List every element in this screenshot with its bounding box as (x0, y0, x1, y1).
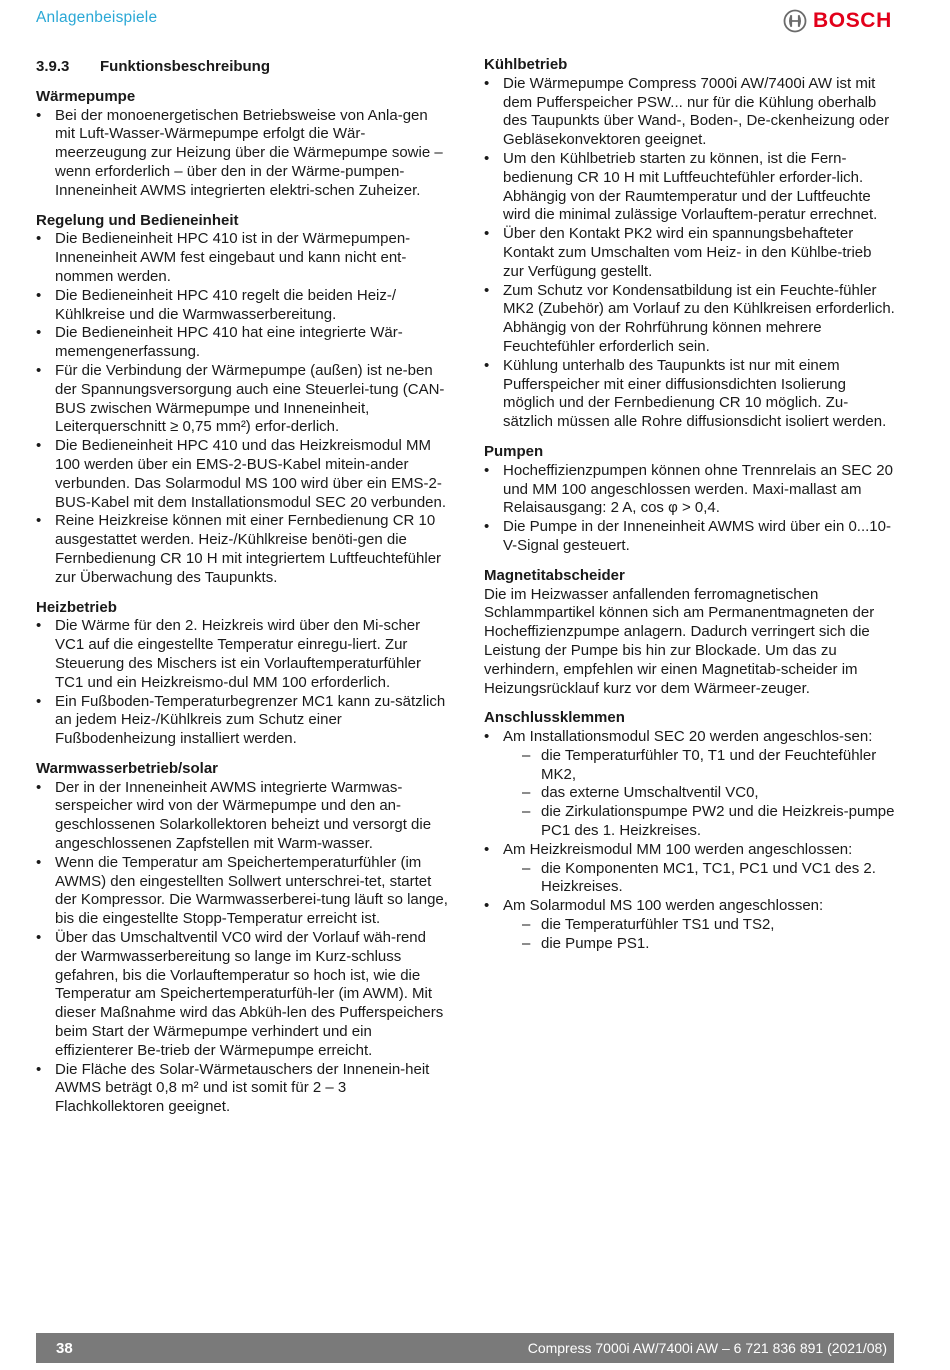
left-column (36, 56, 450, 1128)
list-item: • Bei der monoenergetischen Betriebsweise von Anla-gen mit Luft-Wasser-Wärmepumpe erfolgt die Wär-meerzeugung zur Heizung über die Wärmepumpe sowie – wenn erforderlich – über den in der Wärme-pumpen-Inneneinheit AWMS integrierten elektri-schen Zuheizer. (36, 107, 450, 201)
section-title (36, 58, 450, 77)
list-item: • Die Wärme für den 2. Heizkreis wird über den Mi-scher VC1 auf die eingestellte Temperatur einregu-liert. Zur Steuerung des Mischers ist ein Vorlauftemperaturfühler TC1 und ein Heizkreismo-dul MM 100 erforderlich. (36, 617, 450, 692)
list-item: • Die Bedieneinheit HPC 410 hat eine integrierte Wär-memengenerfassung. (36, 324, 450, 362)
list-item: • Für die Verbindung der Wärmepumpe (außen) ist ne-ben der Spannungsversorgung auch eine Steuerlei-tung (CAN-BUS zwischen Wärmepumpe und Inneneinheit, Leiterquerschnitt ≥ 0,75 mm²) erfor-derlich. (36, 362, 450, 437)
section-regelung (36, 212, 450, 588)
section-pumpen (484, 443, 896, 556)
page-footer (36, 1333, 894, 1363)
section-kuehlbetrieb (484, 56, 896, 432)
section-label: Anlagenbeispiele (36, 9, 158, 26)
sub-list-item: – die Zirkulationspumpe PW2 und die Heizkreis-pumpe PC1 des 1. Heizkreises. (503, 803, 896, 841)
heading-warmwasser: Warmwasserbetrieb/solar (36, 759, 219, 777)
list-item: • Zum Schutz vor Kondensatbildung ist ein Feuchte-fühler MK2 (Zubehör) am Vorlauf zu den Kühlkreisen erforderlich. Abhängig von der Rohrführung können mehrere Feuchtefühler erforderlich sein. (484, 282, 896, 357)
list-item-text: Am Solarmodul MS 100 werden angeschlossen: (503, 897, 824, 915)
list-kuehlbetrieb (484, 75, 896, 432)
list-heizbetrieb (36, 617, 450, 749)
right-column (484, 56, 896, 965)
list-item: • Über den Kontakt PK2 wird ein spannungsbehafteter Kontakt zum Umschalten vom Heiz- in den Kühlbe-trieb zur Verfügung gestellt. (484, 225, 896, 281)
brand-name: BOSCH (813, 9, 892, 32)
list-item: • Über das Umschaltventil VC0 wird der Vorlauf wäh-rend der Warmwasserbereitung so lange im Kurz-schluss gefahren, bis die Vorlauftemperatur so hoch ist, wie die Temperatur am Speichertemperaturfüh-ler (im AWM). Mit dieser Maßnahme wird das Abküh-len des Pufferspeichers beim Start der Wärmepumpe verhindert und ein effizienterer Be-trieb der Wärmepumpe erreicht. (36, 929, 450, 1061)
list-item: • Kühlung unterhalb des Taupunkts ist nur mit einem Pufferspeicher mit einer diffusionsdichten Isolierung möglich und der Fernbedienung CR 10 möglich. Zu-sätzlich müssen alle Rohre diffusionsdicht isoliert werden. (484, 357, 896, 432)
list-item (484, 841, 896, 897)
heading-pumpen: Pumpen (484, 442, 544, 460)
list-item: • Hocheffizienzpumpen können ohne Trennrelais an SEC 20 und MM 100 angeschlossen werden. Maxi-mallast am Relaisausgang: 2 A, cos φ > 0,4. (484, 462, 896, 518)
sub-list-item: – das externe Umschaltventil VC0, (503, 784, 896, 803)
sub-list-item: – die Temperaturfühler T0, T1 und der Feuchtefühler MK2, (503, 747, 896, 785)
section-heizbetrieb (36, 599, 450, 749)
sub-list-item: – die Pumpe PS1. (503, 935, 896, 954)
sub-list-item: – die Komponenten MC1, TC1, PC1 und VC1 des 2. Heizkreises. (503, 860, 896, 898)
list-item-text: Am Heizkreismodul MM 100 werden angeschlossen: (503, 840, 853, 858)
sub-list (503, 860, 896, 898)
list-item: • Reine Heizkreise können mit einer Fernbedienung CR 10 ausgestattet werden. Heiz-/Kühlkreise benöti-gen die Fernbedienung CR 10 H mit integriertem Luftfeuchtefühler zur Überwachung des Taupunkts. (36, 512, 450, 587)
section-warmwasser (36, 760, 450, 1117)
section-magnetit (484, 567, 896, 699)
heading-anschluss: Anschlussklemmen (484, 709, 625, 727)
sub-list (503, 747, 896, 841)
list-item: • Die Wärmepumpe Compress 7000i AW/7400i AW ist mit dem Pufferspeicher PSW... nur für die Kühlung oberhalb des Taupunkts über Wand-, Boden-, De-ckenheizung oder Gebläsekonvektoren geeignet. (484, 75, 896, 150)
paragraph-magnetit: Die im Heizwasser anfallenden ferromagnetischen Schlammpartikel können sich am Permanentmagneten der Hocheffizienzpumpe anlagern. Dadurch verringert sich die Leistung der Pumpe bis hin zur Blockade. Um das zu verhindern, empfehlen wir einen Magnetitab-scheider im Heizungsrücklauf kurz vor dem Wärmeer-zeuger. (484, 585, 875, 697)
section-waermepumpe (36, 88, 450, 201)
list-anschluss (484, 728, 896, 954)
heading-heizbetrieb: Heizbetrieb (36, 598, 117, 616)
list-item (484, 728, 896, 841)
list-item: • Der in der Inneneinheit AWMS integrierte Warmwas-serspeicher wird von der Wärmepumpe und den an-geschlossenen Solarkollektoren beheizt und versorgt die angeschlossenen Zapfstellen mit Warm-wasser. (36, 779, 450, 854)
list-regelung (36, 230, 450, 587)
section-anschluss (484, 709, 896, 953)
list-item: • Die Pumpe in der Inneneinheit AWMS wird über ein 0...10-V-Signal gesteuert. (484, 518, 896, 556)
list-item-text: Am Installationsmodul SEC 20 werden angeschlos-sen: (503, 728, 873, 746)
list-item: • Die Bedieneinheit HPC 410 regelt die beiden Heiz-/ Kühlkreise und die Warmwasserbereitung. (36, 287, 450, 325)
list-item: • Um den Kühlbetrieb starten zu können, ist die Fern-bedienung CR 10 H mit Luftfeuchtefühler erforder-lich. Abhängig von der Raumtemperatur und der Luftfeuchte wird die minimal zulässige Vorlauftem-peratur errechnet. (484, 150, 896, 225)
list-item: • Wenn die Temperatur am Speichertemperaturfühler (im AWMS) den eingestellten Sollwert unterschrei-tet, startet der Kompressor. Die Warmwasserberei-tung läuft so lange, bis die eingestellte Stopp-Temperatur erreicht ist. (36, 854, 450, 929)
list-warmwasser (36, 779, 450, 1117)
heading-regelung: Regelung und Bedieneinheit (36, 211, 239, 229)
heading-kuehlbetrieb: Kühlbetrieb (484, 56, 568, 73)
list-item: • Die Fläche des Solar-Wärmetauschers der Innenein-heit AWMS beträgt 0,8 m² und ist somit für 2 – 3 Flachkollektoren geeignet. (36, 1061, 450, 1117)
list-item: • Ein Fußboden-Temperaturbegrenzer MC1 kann zu-sätzlich an jedem Heiz-/Kühlkreis zum Schutz einer Fußbodenheizung installiert werden. (36, 693, 450, 749)
list-item (484, 897, 896, 953)
page-number: 38 (56, 1339, 73, 1357)
document-reference: Compress 7000i AW/7400i AW – 6 721 836 891 (2021/08) (527, 1340, 887, 1356)
section-number: 3.9.3 (36, 58, 70, 75)
heading-magnetit: Magnetitabscheider (484, 566, 625, 584)
heading-waermepumpe: Wärmepumpe (36, 87, 136, 105)
section-title-text: Funktionsbeschreibung (100, 58, 271, 75)
sub-list-item: – die Temperaturfühler TS1 und TS2, (503, 916, 896, 935)
list-item: • Die Bedieneinheit HPC 410 ist in der Wärmepumpen-Inneneinheit AWM fest eingebaut und kann nicht ent-nommen werden. (36, 230, 450, 286)
list-item: • Die Bedieneinheit HPC 410 und das Heizkreismodul MM 100 werden über ein EMS-2-BUS-Kabel mitein-ander verbunden. Das Solarmodul MS 100 wird über ein EMS-2- BUS-Kabel mit dem Installationsmodul SEC 20 verbunden. (36, 437, 450, 512)
bosch-armature-icon (783, 9, 807, 33)
list-pumpen (484, 462, 896, 556)
list-waermepumpe (36, 107, 450, 201)
sub-list (503, 916, 896, 954)
brand-logo (783, 8, 892, 34)
